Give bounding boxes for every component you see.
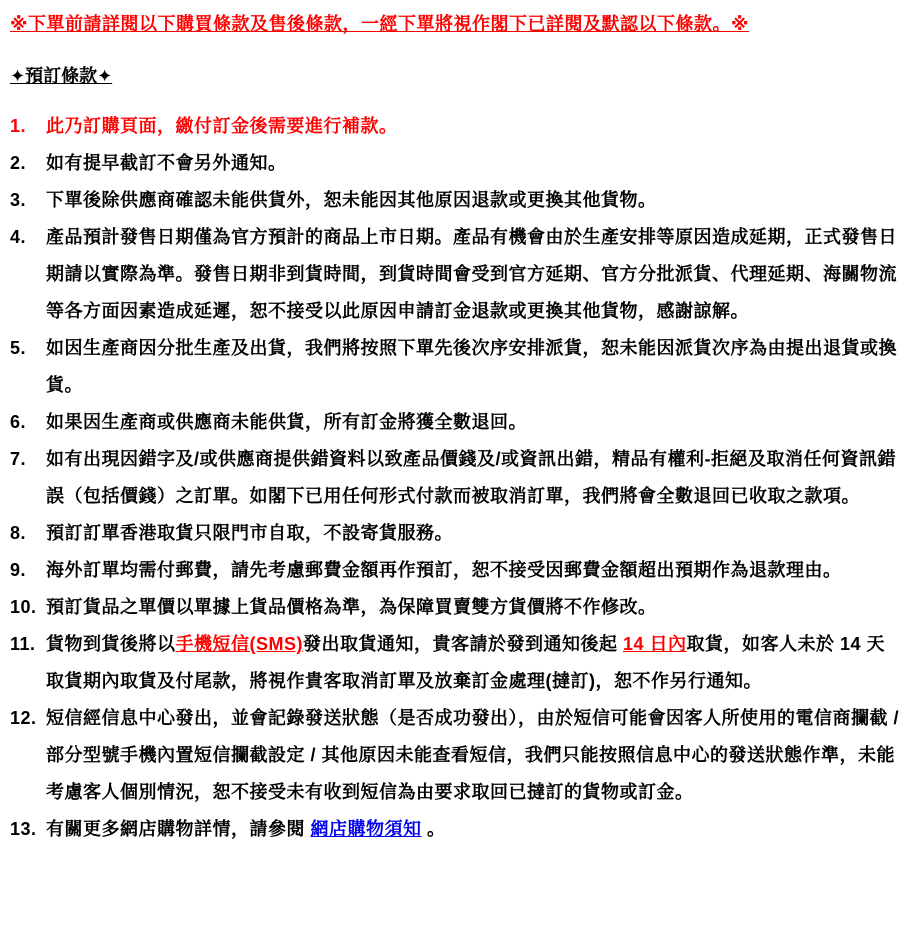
terms-list <box>8 108 899 848</box>
term-text <box>46 700 899 811</box>
text-segment: 發出取貨通知，貴客請於發到通知後起 <box>303 634 623 654</box>
term-item <box>8 811 899 848</box>
term-number: 2. <box>10 153 27 173</box>
text-segment: 。 <box>421 819 446 839</box>
term-number: 1. <box>10 116 27 136</box>
term-text <box>46 441 899 515</box>
text-segment: 如有出現因錯字及/或供應商提供錯資料以致產品價錢及/或資訊出錯，精品有權利-拒絕及取消任何資訊錯誤（包括價錢）之訂單。如閣下已用任何形式付款而被取消訂單，我們將會全數退回已收取之款項。 <box>46 449 896 506</box>
text-segment: 短信經信息中心發出，並會記錄發送狀態（是否成功發出），由於短信可能會因客人所使用的電信商攔截 / 部分型號手機內置短信攔截設定 / 其他原因未能查看短信，我們只能按照信息中心的發送狀態作準，未能考慮客人個別情況，恕不接受未有收到短信為由要求取回已撻訂的貨物或訂金。 <box>46 708 899 802</box>
term-number: 7. <box>10 449 27 469</box>
text-segment: 產品預計發售日期僅為官方預計的商品上市日期。產品有機會由於生產安排等原因造成延期，正式發售日期請以實際為準。發售日期非到貨時間，到貨時間會受到官方延期、官方分批派貨、代理延期、海關物流等各方面因素造成延遲，恕不接受以此原因申請訂金退款或更換其他貨物，感謝諒解。 <box>46 227 897 321</box>
text-segment: 預訂貨品之單價以單據上貨品價格為準，為保障買賣雙方貨價將不作修改。 <box>46 597 657 617</box>
term-text <box>46 811 899 848</box>
term-item <box>8 404 899 441</box>
section-heading: ✦預訂條款✦ <box>10 66 113 86</box>
term-number: 12. <box>10 708 37 728</box>
term-text <box>46 145 899 182</box>
term-number: 6. <box>10 412 27 432</box>
term-item <box>8 182 899 219</box>
text-segment: 如因生產商因分批生產及出貨，我們將按照下單先後次序安排派貨，恕未能因派貨次序為由提出退貨或換貨。 <box>46 338 897 395</box>
page-title: ※下單前請詳閱以下購買條款及售後條款，一經下單將視作閣下已詳閱及默認以下條款。※ <box>10 14 749 34</box>
term-text <box>46 330 899 404</box>
term-text <box>46 552 899 589</box>
term-number: 8. <box>10 523 27 543</box>
text-segment: 貨物到貨後將以 <box>46 634 176 654</box>
term-item <box>8 330 899 404</box>
term-text <box>46 626 899 700</box>
term-item <box>8 515 899 552</box>
term-item <box>8 700 899 811</box>
text-segment: 預訂訂單香港取貨只限門市自取，不設寄貨服務。 <box>46 523 453 543</box>
term-number: 5. <box>10 338 27 358</box>
text-segment: 取貨，如客人未於 14 天取貨期內取貨及付尾款，將視作貴客取消訂單及放棄訂金處理(撻訂)，恕不作另行通知。 <box>46 634 886 691</box>
shop-notice-link[interactable]: 網店購物須知 <box>310 819 422 839</box>
highlighted-text: 14 日內 <box>623 634 687 654</box>
term-text <box>46 108 899 145</box>
term-number: 9. <box>10 560 27 580</box>
term-number: 10. <box>10 597 37 617</box>
text-segment: 有關更多網店購物詳情，請參閱 <box>46 819 311 839</box>
highlighted-text: 手機短信(SMS) <box>175 634 303 654</box>
text-segment: 此乃訂購頁面，繳付訂金後需要進行補款。 <box>46 116 398 136</box>
term-item <box>8 552 899 589</box>
term-number: 11. <box>10 634 36 654</box>
term-text <box>46 404 899 441</box>
term-item <box>8 108 899 145</box>
term-text <box>46 589 899 626</box>
term-number: 4. <box>10 227 27 247</box>
term-item <box>8 145 899 182</box>
term-text <box>46 515 899 552</box>
term-number: 3. <box>10 190 27 210</box>
term-item <box>8 626 899 700</box>
term-text <box>46 182 899 219</box>
text-segment: 如果因生產商或供應商未能供貨，所有訂金將獲全數退回。 <box>46 412 527 432</box>
term-item <box>8 441 899 515</box>
term-item <box>8 219 899 330</box>
text-segment: 如有提早截訂不會另外通知。 <box>46 153 287 173</box>
text-segment: 下單後除供應商確認未能供貨外，恕未能因其他原因退款或更換其他貨物。 <box>46 190 657 210</box>
text-segment: 海外訂單均需付郵費，請先考慮郵費金額再作預訂，恕不接受因郵費金額超出預期作為退款理由。 <box>46 560 842 580</box>
term-number: 13. <box>10 819 37 839</box>
term-text <box>46 219 899 330</box>
term-item <box>8 589 899 626</box>
